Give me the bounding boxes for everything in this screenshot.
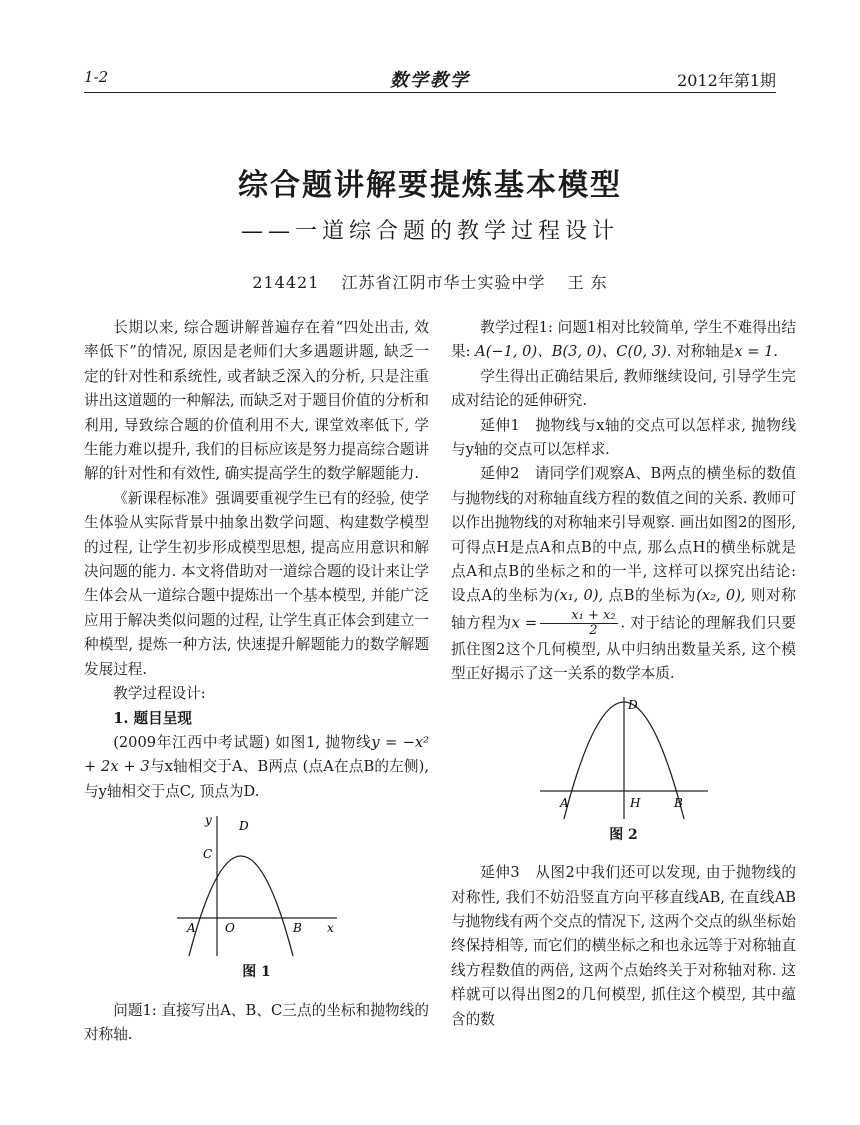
label-b: B [292, 921, 302, 936]
figure-2 [534, 691, 714, 821]
axis-equation: x = 1. [734, 343, 779, 361]
axis-fraction [540, 609, 617, 638]
parabola-curve [189, 856, 293, 956]
postcode: 214421 [252, 273, 320, 292]
paragraph-design-heading: 教学过程设计: [113, 685, 206, 703]
extension-2-text-c: 则对称轴方程为 [451, 587, 796, 632]
label-d: D [238, 819, 249, 834]
label-a: A [186, 921, 196, 936]
fraction-numerator: x₁ + x₂ [540, 609, 617, 624]
issue-label: 2012年第1期 [677, 71, 776, 90]
label-x: x [326, 921, 334, 936]
section-heading-problem: 1. 题目呈现 [113, 709, 192, 727]
problem-text-a: (2009年江西中考试题) 如图1, 抛物线 [113, 733, 372, 751]
figure-1 [167, 808, 347, 958]
extension-2-text-b: 点B的坐标为 [603, 587, 697, 605]
right-column [451, 316, 796, 1032]
parabola-equation: y = −x² + 2x + 3 [84, 733, 429, 776]
figure-1-caption: 图 1 [242, 964, 271, 981]
label-h: H [629, 795, 640, 810]
paragraph-extension-2 [451, 462, 796, 686]
author-line [0, 270, 860, 293]
page-header [84, 66, 776, 93]
figure-2-caption: 图 2 [609, 826, 638, 843]
problem-text-b: 与x轴相交于A、B两点 (点A在点B的左侧), 与y轴相交于点C, 顶点为D. [84, 758, 429, 800]
label-d-2: D [627, 697, 638, 712]
point-coordinates: A(−1, 0)、B(3, 0)、C(0, 3). [475, 343, 672, 361]
extension-2-text-a: 延伸2 请同学们观察A、B两点的横坐标的数值与抛物线的对称轴直线方程的数值之间的关系. 教师可以作出抛物线的对称轴来引导观察. 画出如图2的图形, 可得点H是点A和点B的中点, 那么点H的横坐标就是点A和点B的坐标之和的一半, 这样可以探究出结论: 设点A的坐标为 [451, 465, 796, 605]
paragraph-intro: 长期以来, 综合题讲解普遍存在着“四处出击, 效率低下”的情况, 原因是老师们大多遇题讲题, 缺乏一定的针对性和系统性, 或者缺乏深入的分析, 只是注重讲出这道题的一种解法, 而缺乏对于题目价值的分析和利用, 导致综合题的价值利用不大, 课堂效率低下, 学生能力难以提升, 我们的目标应该是努力提高综合题讲解的针对性和有效性, 确实提高学生的数学解题能力. [84, 319, 429, 483]
paragraph-extension-3: 延伸3 从图2中我们还可以发现, 由于抛物线的对称性, 我们不妨沿竖直方向平移直线AB, 在直线AB与抛物线有两个交点的情况下, 这两个交点的纵坐标始终保持相等, 而它们的横坐标之和也永远等于对称轴直线方程数值的两倍, 这两个点始终关于对称轴对称. 这样就可以得出图2的几何模型, 抓住这个模型, 其中蕴含的数 [451, 864, 796, 1028]
point-b-coordinate: (x₂, 0), [696, 587, 746, 605]
left-column [84, 316, 429, 1047]
fraction-denominator: 2 [589, 622, 598, 638]
paragraph-process-1 [451, 316, 796, 365]
label-b-2: B [673, 795, 683, 810]
label-y: y [204, 813, 212, 828]
label-o: O [224, 921, 235, 936]
article-title: 综合题讲解要提炼基本模型 [238, 168, 622, 203]
article-subtitle: ——一道综合题的教学过程设计 [240, 219, 619, 244]
author-name: 王 东 [567, 273, 608, 292]
axis-x-equals: x = [511, 614, 538, 632]
journal-name: 数学教学 [390, 70, 470, 91]
extension-2-text-d: . 对于结论的理解我们只要抓住图2这个几何模型, 从中归纳出数量关系, 这个模型正好揭示了这一关系的数学本质. [451, 614, 796, 683]
paragraph-extension-1: 延伸1 抛物线与x轴的交点可以怎样求, 抛物线与y轴的交点可以怎样求. [451, 416, 796, 459]
point-a-coordinate: (x₁, 0), [553, 587, 604, 605]
paragraph-standard: 《新课程标准》强调要重视学生已有的经验, 使学生体验从实际背景中抽象出数学问题、构建数学模型的过程, 让学生初步形成模型思想, 提高应用意识和解决问题的能力. 本文将借助对一道综合题的设计来让学生体会从一道综合题中提炼出一个基本模型, 并能广泛应用于解决类似问题的过程, 让学生真正体会到建立一种模型, 提炼一种方法, 快速提升解题能力的数学解题发展过程. [84, 489, 429, 678]
process-text-b: 对称轴是 [671, 343, 735, 361]
page-number: 1-2 [84, 68, 109, 86]
label-a-2: A [559, 795, 569, 810]
process-text-a: 教学过程1: 问题1相对比较简单, 学生不难得出结果: [451, 319, 796, 361]
paragraph-question-1: 问题1: 直接写出A、B、C三点的坐标和抛物线的对称轴. [84, 1001, 429, 1043]
label-c: C [202, 847, 212, 862]
affiliation: 江苏省江阴市华士实验中学 [341, 273, 546, 292]
paragraph-followup: 学生得出正确结果后, 教师继续设问, 引导学生完成对结论的延伸研究. [451, 367, 796, 410]
paragraph-problem [84, 731, 429, 804]
